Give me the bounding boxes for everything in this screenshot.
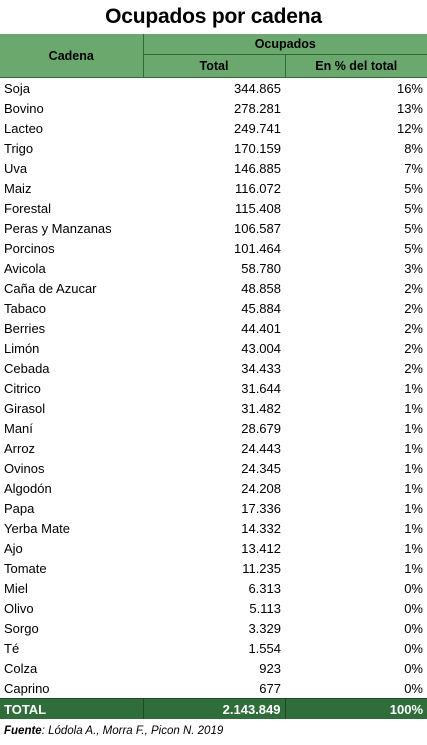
table-row bbox=[0, 358, 427, 378]
row-pct: 2% bbox=[404, 280, 423, 296]
row-name: Lacteo bbox=[4, 120, 44, 136]
row-name: Tomate bbox=[4, 560, 47, 576]
row-total: 101.464 bbox=[234, 240, 281, 256]
row-pct: 0% bbox=[404, 620, 423, 636]
row-total: 677 bbox=[259, 680, 281, 696]
column-header-pct: En % del total bbox=[285, 55, 427, 78]
row-name: Peras y Manzanas bbox=[4, 220, 112, 236]
table-row bbox=[0, 218, 427, 238]
row-name: Avicola bbox=[4, 260, 46, 276]
row-name: Algodón bbox=[4, 480, 52, 496]
table-row bbox=[0, 498, 427, 518]
row-total: 31.482 bbox=[241, 400, 281, 416]
row-pct: 1% bbox=[404, 500, 423, 516]
row-pct: 2% bbox=[404, 320, 423, 336]
row-pct: 5% bbox=[404, 180, 423, 196]
row-name: Sorgo bbox=[4, 620, 39, 636]
row-pct: 13% bbox=[396, 100, 423, 116]
table-row bbox=[0, 458, 427, 478]
table-row bbox=[0, 278, 427, 298]
row-total: 14.332 bbox=[241, 520, 281, 536]
table-row bbox=[0, 238, 427, 258]
total-row bbox=[0, 699, 427, 720]
row-total: 44.401 bbox=[241, 320, 281, 336]
row-total: 116.072 bbox=[234, 180, 281, 196]
row-pct: 1% bbox=[404, 420, 423, 436]
column-header-cadena: Cadena bbox=[0, 34, 143, 78]
row-name: Trigo bbox=[4, 140, 34, 156]
row-total: 45.884 bbox=[241, 300, 281, 316]
row-pct: 0% bbox=[404, 580, 423, 596]
row-name: Colza bbox=[4, 660, 38, 676]
row-name: Porcinos bbox=[4, 240, 55, 256]
row-total: 5.113 bbox=[249, 600, 281, 616]
table-row bbox=[0, 558, 427, 578]
row-name: Uva bbox=[4, 160, 28, 176]
column-header-ocupados: Ocupados bbox=[143, 34, 427, 55]
row-pct: 1% bbox=[404, 460, 423, 476]
row-total: 249.741 bbox=[234, 120, 281, 136]
table-row bbox=[0, 418, 427, 438]
row-name: Tabaco bbox=[4, 300, 46, 316]
table-row bbox=[0, 398, 427, 418]
row-pct: 0% bbox=[404, 600, 423, 616]
row-total: 28.679 bbox=[241, 420, 281, 436]
row-total: 6.313 bbox=[248, 580, 281, 596]
table-row bbox=[0, 318, 427, 338]
row-name: Caña de Azucar bbox=[4, 280, 97, 296]
table-row bbox=[0, 158, 427, 178]
row-total: 34.433 bbox=[241, 360, 281, 376]
row-pct: 0% bbox=[404, 680, 423, 696]
table-row bbox=[0, 98, 427, 118]
table-row bbox=[0, 618, 427, 638]
row-total: 106.587 bbox=[234, 220, 281, 236]
row-total: 24.208 bbox=[241, 480, 281, 496]
table-row bbox=[0, 478, 427, 498]
row-pct: 3% bbox=[404, 260, 423, 276]
row-total: 170.159 bbox=[234, 140, 281, 156]
row-name: Miel bbox=[4, 580, 28, 596]
row-name: Citrico bbox=[4, 380, 41, 396]
table-row bbox=[0, 258, 427, 278]
row-total: 24.345 bbox=[241, 460, 281, 476]
row-pct: 12% bbox=[396, 120, 423, 136]
row-name: Soja bbox=[4, 80, 31, 96]
row-total: 146.885 bbox=[234, 160, 281, 176]
table-row bbox=[0, 658, 427, 678]
source-text: : Lódola A., Morra F., Picon N. 2019 bbox=[41, 725, 224, 737]
table-row bbox=[0, 298, 427, 318]
row-pct: 2% bbox=[404, 300, 423, 316]
row-name: Ovinos bbox=[4, 460, 45, 476]
row-pct: 1% bbox=[404, 560, 423, 576]
row-name: Té bbox=[4, 640, 20, 656]
total-pct: 100% bbox=[285, 699, 427, 720]
table-row bbox=[0, 538, 427, 558]
table-row bbox=[0, 138, 427, 158]
row-name: Caprino bbox=[4, 680, 50, 696]
row-total: 48.858 bbox=[241, 280, 281, 296]
row-pct: 1% bbox=[404, 540, 423, 556]
row-total: 43.004 bbox=[241, 340, 281, 356]
row-pct: 7% bbox=[404, 160, 423, 176]
row-pct: 8% bbox=[404, 140, 423, 156]
table-row bbox=[0, 578, 427, 598]
table-row bbox=[0, 678, 427, 699]
row-total: 344.865 bbox=[234, 80, 281, 96]
row-name: Girasol bbox=[4, 400, 46, 416]
row-total: 24.443 bbox=[241, 440, 281, 456]
row-name: Bovino bbox=[4, 100, 44, 116]
row-name: Maiz bbox=[4, 180, 32, 196]
row-total: 11.235 bbox=[242, 560, 281, 576]
row-pct: 2% bbox=[404, 340, 423, 356]
row-total: 115.408 bbox=[234, 200, 281, 216]
table-row bbox=[0, 78, 427, 99]
total-value: 2.143.849 bbox=[143, 699, 285, 720]
row-name: Arroz bbox=[4, 440, 36, 456]
row-pct: 5% bbox=[404, 240, 423, 256]
row-pct: 1% bbox=[404, 480, 423, 496]
row-pct: 5% bbox=[404, 200, 423, 216]
row-name: Olivo bbox=[4, 600, 34, 616]
row-name: Cebada bbox=[4, 360, 50, 376]
source-label: Fuente bbox=[4, 725, 42, 737]
column-header-total: Total bbox=[143, 55, 285, 78]
row-name: Berries bbox=[4, 320, 46, 336]
row-pct: 1% bbox=[404, 400, 423, 416]
row-name: Ajo bbox=[4, 540, 23, 556]
row-total: 31.644 bbox=[241, 380, 281, 396]
row-pct: 5% bbox=[404, 220, 423, 236]
row-pct: 2% bbox=[404, 360, 423, 376]
row-total: 3.329 bbox=[248, 620, 281, 636]
total-label: TOTAL bbox=[0, 699, 143, 720]
table-row bbox=[0, 378, 427, 398]
table-row bbox=[0, 118, 427, 138]
table-title: Ocupados por cadena bbox=[105, 5, 322, 28]
row-name: Yerba Mate bbox=[4, 520, 71, 536]
row-total: 278.281 bbox=[234, 100, 281, 116]
row-name: Forestal bbox=[4, 200, 51, 216]
row-total: 923 bbox=[259, 660, 281, 676]
row-pct: 0% bbox=[404, 640, 423, 656]
table-row bbox=[0, 518, 427, 538]
row-pct: 1% bbox=[404, 380, 423, 396]
row-name: Maní bbox=[4, 420, 33, 436]
ocupados-table bbox=[0, 34, 427, 719]
row-pct: 16% bbox=[396, 80, 423, 96]
table-row bbox=[0, 178, 427, 198]
table-row bbox=[0, 638, 427, 658]
row-total: 13.412 bbox=[241, 540, 281, 556]
table-row bbox=[0, 198, 427, 218]
source-note bbox=[0, 719, 427, 737]
table-row bbox=[0, 438, 427, 458]
row-name: Papa bbox=[4, 500, 35, 516]
row-total: 58.780 bbox=[241, 260, 281, 276]
row-pct: 1% bbox=[404, 440, 423, 456]
row-pct: 1% bbox=[404, 520, 423, 536]
row-total: 1.554 bbox=[248, 640, 281, 656]
row-pct: 0% bbox=[404, 660, 423, 676]
table-row bbox=[0, 338, 427, 358]
row-total: 17.336 bbox=[241, 500, 281, 516]
table-body bbox=[0, 78, 427, 699]
table-row bbox=[0, 598, 427, 618]
row-name: Limón bbox=[4, 340, 40, 356]
